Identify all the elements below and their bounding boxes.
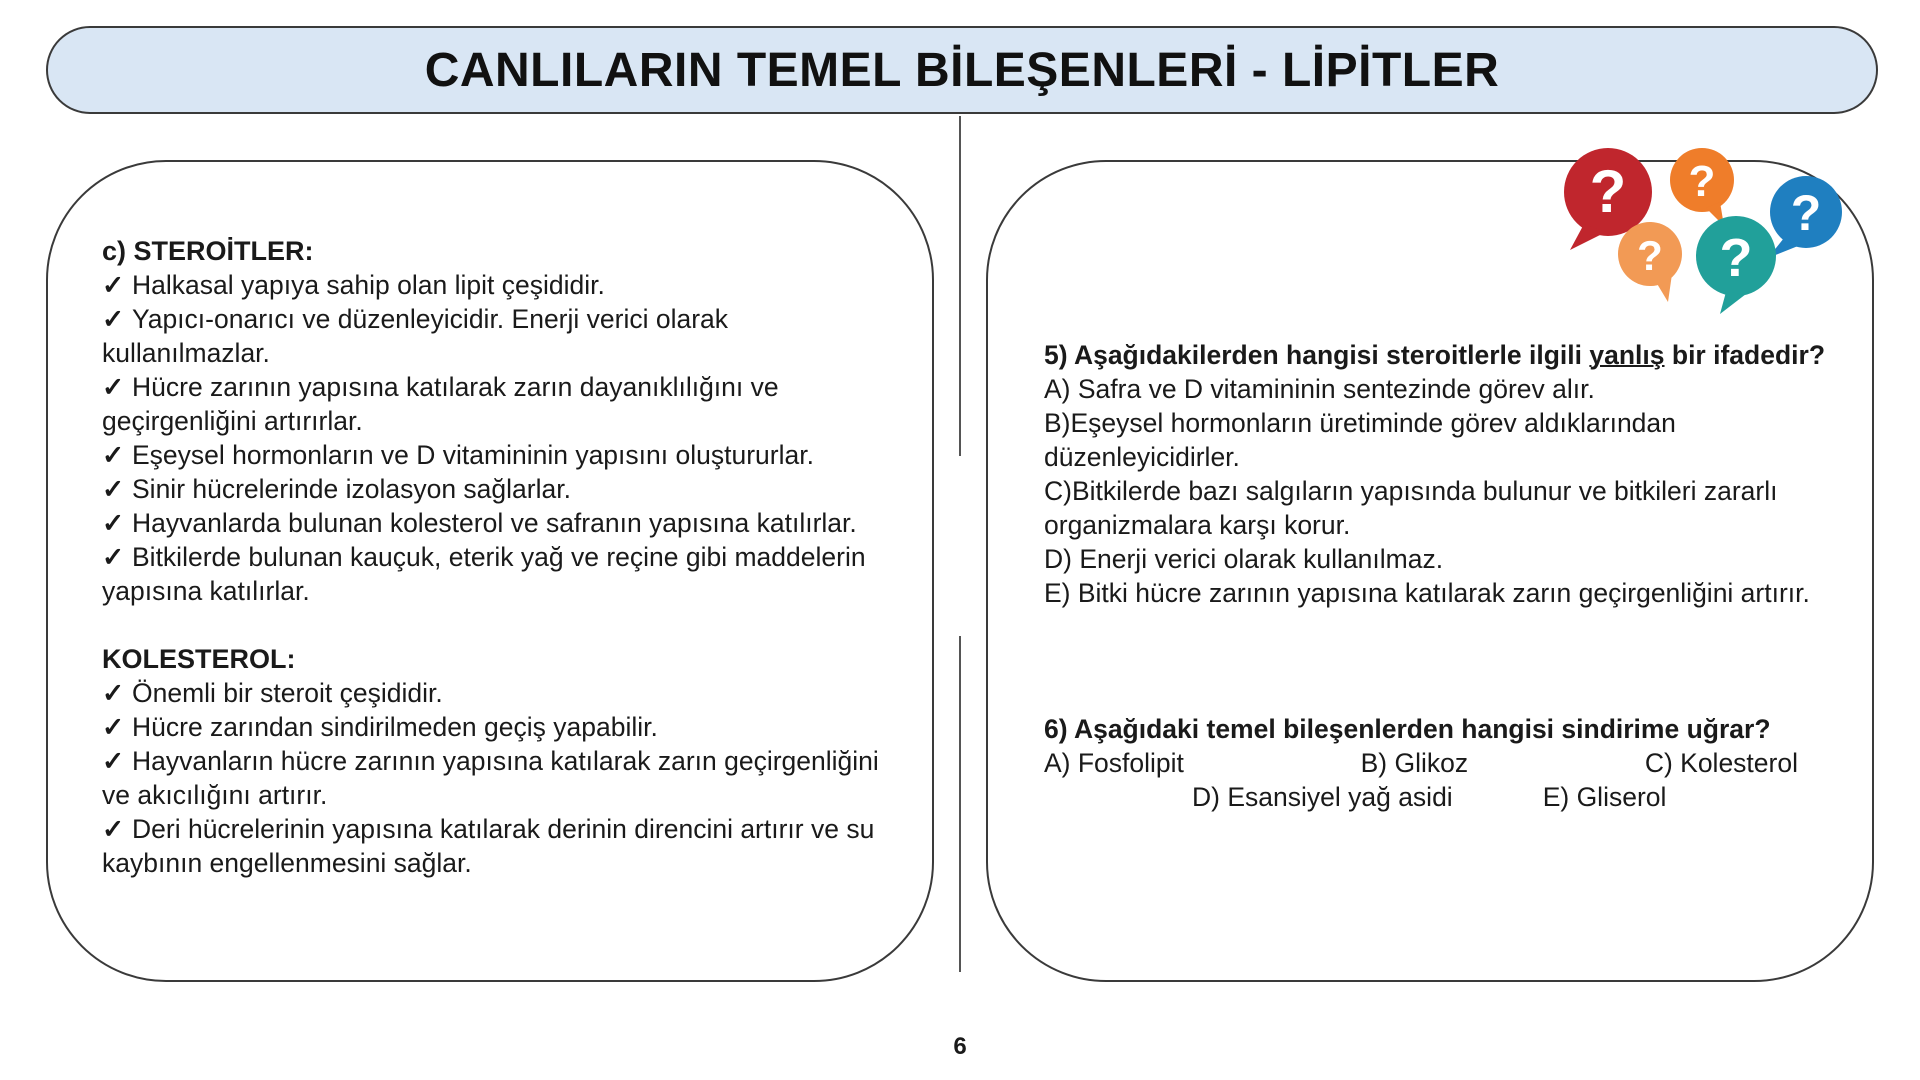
steroids-list xyxy=(102,268,902,608)
steroid-item xyxy=(102,438,902,472)
steroid-item xyxy=(102,472,902,506)
steroids-info-content xyxy=(102,234,902,880)
q5-option-a: A) Safra ve D vitamininin sentezinde görev alır. xyxy=(1044,374,1595,404)
cholesterol-item-text: Hücre zarından sindirilmeden geçiş yapabilir. xyxy=(132,712,658,742)
checkmark-icon: ✓ xyxy=(102,304,125,334)
steroid-item-text: Halkasal yapıya sahip olan lipit çeşididir. xyxy=(132,270,605,300)
cholesterol-item-text: Önemli bir steroit çeşididir. xyxy=(132,678,443,708)
checkmark-icon: ✓ xyxy=(102,678,125,708)
q5-option-b: B)Eşeysel hormonların üretiminde görev aldıklarından düzenleyicidirler. xyxy=(1044,408,1676,472)
question-5 xyxy=(1044,338,1844,372)
question-5-suffix: bir ifadedir? xyxy=(1664,340,1826,370)
svg-text:?: ? xyxy=(1790,185,1822,241)
q6-option-d: D) Esansiyel yağ asidi xyxy=(1192,782,1453,812)
checkmark-icon: ✓ xyxy=(102,712,125,742)
svg-text:?: ? xyxy=(1589,158,1627,225)
cholesterol-list xyxy=(102,676,902,880)
steroid-item-text: Eşeysel hormonların ve D vitamininin yapısını oluştururlar. xyxy=(132,440,814,470)
svg-text:?: ? xyxy=(1637,232,1663,279)
steroid-item-text: Yapıcı-onarıcı ve düzenleyicidir. Enerji verici olarak kullanılmazlar. xyxy=(102,304,729,368)
steroid-item xyxy=(102,506,902,540)
question-6-options-row-1 xyxy=(1044,746,1798,780)
question-gap xyxy=(1044,610,1844,712)
q6-option-b: B) Glikoz xyxy=(1360,748,1469,778)
checkmark-icon: ✓ xyxy=(102,542,125,572)
question-5-underlined-word: yanlış xyxy=(1589,340,1665,370)
steroid-item-text: Hayvanlarda bulunan kolesterol ve safranın yapısına katılırlar. xyxy=(132,508,857,538)
checkmark-icon: ✓ xyxy=(102,270,125,300)
question-6-options-row-2 xyxy=(1044,780,1844,814)
page-number: 6 xyxy=(953,1033,967,1060)
steroids-info-panel xyxy=(46,160,934,982)
cholesterol-item xyxy=(102,812,902,880)
question-5-prefix: 5) Aşağıdakilerden hangisi steroitlerle ilgili xyxy=(1044,340,1590,370)
svg-text:?: ? xyxy=(1688,157,1716,206)
cholesterol-item xyxy=(102,710,902,744)
cholesterol-item-text: Hayvanların hücre zarının yapısına katılarak zarın geçirgenliğini ve akıcılığını artırır. xyxy=(102,746,879,810)
checkmark-icon: ✓ xyxy=(102,746,125,776)
steroid-item-text: Sinir hücrelerinde izolasyon sağlarlar. xyxy=(132,474,571,504)
question-6: 6) Aşağıdaki temel bileşenlerden hangisi sindirime uğrar? xyxy=(1044,714,1771,744)
question-bubble-blue-icon xyxy=(1768,176,1842,258)
page-title: CANLILARIN TEMEL BİLEŞENLERİ - LİPİTLER xyxy=(424,43,1500,97)
q6-option-e: E) Gliserol xyxy=(1542,782,1667,812)
checkmark-icon: ✓ xyxy=(102,372,125,402)
question-bubbles-illustration xyxy=(1556,146,1856,316)
questions-content xyxy=(1044,338,1844,814)
steroid-item xyxy=(102,302,902,370)
checkmark-icon: ✓ xyxy=(102,440,125,470)
svg-text:?: ? xyxy=(1719,228,1753,288)
checkmark-icon: ✓ xyxy=(102,814,125,844)
q5-option-c: C)Bitkilerde bazı salgıların yapısında bulunur ve bitkileri zararlı organizmalara karşı korur. xyxy=(1044,476,1778,540)
checkmark-icon: ✓ xyxy=(102,508,125,538)
steroid-item-text: Hücre zarının yapısına katılarak zarın dayanıklılığını ve geçirgenliğini artırırlar. xyxy=(102,372,779,436)
title-banner xyxy=(46,26,1878,114)
checkmark-icon: ✓ xyxy=(102,474,125,504)
steroid-item xyxy=(102,268,902,302)
q6-option-a: A) Fosfolipit xyxy=(1044,748,1184,778)
center-divider-bottom xyxy=(959,636,961,972)
q6-option-c: C) Kolesterol xyxy=(1644,748,1798,778)
cholesterol-item xyxy=(102,676,902,710)
steroid-item-text: Bitkilerde bulunan kauçuk, eterik yağ ve reçine gibi maddelerin yapısına katılırlar. xyxy=(102,542,866,606)
cholesterol-item-text: Deri hücrelerinin yapısına katılarak derinin direncini artırır ve su kaybının engellenmesini sağlar. xyxy=(102,814,875,878)
steroid-item xyxy=(102,540,902,608)
question-bubble-teal-icon xyxy=(1696,216,1776,314)
question-bubble-orange-icon xyxy=(1670,148,1734,226)
center-divider-top xyxy=(959,116,961,456)
cholesterol-heading: KOLESTEROL: xyxy=(102,644,296,674)
steroid-item xyxy=(102,370,902,438)
q5-option-d: D) Enerji verici olarak kullanılmaz. xyxy=(1044,544,1444,574)
question-5-options xyxy=(1044,372,1844,610)
section-gap xyxy=(102,608,902,642)
cholesterol-item xyxy=(102,744,902,812)
question-bubble-light-orange-icon xyxy=(1618,222,1682,302)
q5-option-e: E) Bitki hücre zarının yapısına katılarak zarın geçirgenliğini artırır. xyxy=(1044,578,1810,608)
steroids-heading: c) STEROİTLER: xyxy=(102,236,314,266)
